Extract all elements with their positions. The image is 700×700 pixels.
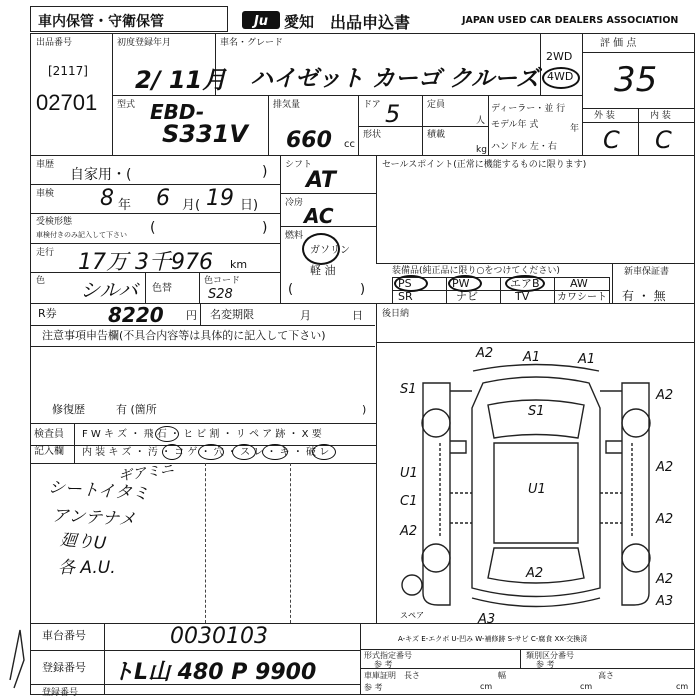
model-year-label: モデル年 式 [491, 120, 539, 130]
capacity-label: 定員 [427, 100, 446, 110]
mark-right-slider: A2 [656, 512, 674, 527]
mark-right-fender: A2 [656, 388, 674, 403]
reception-open: ( [150, 220, 156, 236]
mark-rear-glass: A2 [526, 566, 544, 581]
evaluation-label: 評 価 点 [600, 38, 637, 49]
color-label: 色 [36, 276, 46, 286]
length-unit: cm [480, 682, 493, 691]
repair-history-label: 修復歴 [52, 403, 85, 416]
mark-right-quarter: A2 [656, 572, 674, 587]
registration-label-lower: 登録番号 [42, 688, 79, 698]
history-close: ) [262, 164, 268, 180]
name-change-month: 月 [300, 309, 311, 322]
brand-logo [242, 9, 282, 31]
name-change-day: 日 [352, 309, 363, 322]
inspection-month: 6 [156, 186, 170, 211]
repair-history-close: ) [362, 403, 367, 416]
door-label: ドア [363, 100, 381, 110]
equip-airbag: エアB [510, 277, 540, 290]
fuel-close: ) [360, 282, 366, 297]
type-value-1: EBD- [150, 100, 205, 124]
note-around: 廻りU [58, 530, 108, 554]
ju-logo-icon [242, 9, 282, 31]
right-front-wheel [622, 409, 650, 437]
equip-navi: ナビ [456, 290, 478, 303]
form-title: 出品申込書 [330, 13, 411, 32]
width-unit: cm [580, 682, 593, 691]
load-label: 積載 [427, 130, 446, 140]
equip-tv: TV [515, 290, 530, 303]
chassis-label: 車台番号 [42, 629, 86, 642]
repair-history-value: 有 (箇所 [116, 403, 157, 416]
handle-label: ハンドル 左・右 [491, 142, 557, 152]
history-value: 自家用・( [70, 167, 132, 183]
width-label: 幅 [498, 671, 506, 680]
shift-value: AT [306, 168, 336, 193]
inspector-label-1: 検査員 [34, 429, 64, 440]
recycle-unit: 円 [186, 309, 197, 322]
pw-circle [448, 275, 482, 292]
interior-label: 内 装 [650, 111, 671, 121]
hole-circle [232, 444, 256, 460]
burn-circle [198, 444, 224, 460]
inspection-day: 19 [206, 186, 234, 211]
exterior-label: 外 装 [594, 111, 615, 121]
mileage-unit: km [230, 258, 248, 271]
spare-tire-label: スペア [400, 611, 424, 620]
mark-left-rear: A2 [400, 524, 418, 539]
notes-label: 注意事項申告欄(不具合内容等は具体的に記入して下さい) [42, 329, 326, 342]
chassis-value: 0030103 [170, 624, 268, 649]
spec-type-ref: 参 考 [374, 660, 393, 669]
sales-point-label: セールスポイント(正常に機能するものに限ります) [382, 160, 587, 170]
fuel-label: 燃料 [285, 231, 304, 241]
inspector-fw-line: F W キ ズ ・ 飛 石 ・ ヒ ビ 割 ・ リ ペ ア 跡 ・ X 要 [82, 429, 322, 440]
inspection-year-unit: 年 [118, 198, 132, 213]
model-label: 車名・グレード [220, 38, 284, 48]
drive-2wd: 2WD [546, 50, 573, 63]
equip-sr: SR [398, 290, 413, 303]
height-unit: cm [676, 682, 689, 691]
association-name: JAPAN USED CAR DEALERS ASSOCIATION [462, 15, 679, 26]
inspection-day-unit: 日) [240, 198, 259, 213]
lot-sub: [2117] [48, 64, 88, 78]
color-code-label: 色コード [204, 276, 241, 286]
drive-4wd: 4WD [547, 70, 574, 83]
storage-label: 車内保管・守衛保管 [38, 14, 164, 30]
first-registration-label: 初度登録年月 [117, 38, 172, 48]
interior-grade: C [655, 126, 672, 154]
first-registration-value: 2/ 11月 [135, 66, 227, 94]
mileage-value: 17万 3千976 [78, 250, 213, 275]
inspector-interior-line: 内 装 キ ズ ・ 汚 ・ コ ゲ ・ 穴 ・ ス レ ・ キ ・ 破 レ [82, 447, 330, 458]
registration-label: 登録番号 [42, 661, 86, 674]
name-change-label: 名変期限 [210, 308, 254, 321]
category-label: 類別区分番号 [526, 651, 574, 660]
airbag-circle [505, 275, 545, 292]
displacement-label: 排気量 [273, 100, 301, 110]
length-label: 長さ [404, 671, 420, 680]
history-label: 車歴 [36, 160, 55, 170]
evaluation-score: 35 [614, 60, 658, 100]
garage-ref-label: 参 考 [364, 683, 383, 692]
equip-pw: PW [452, 277, 470, 290]
inspector-label-2: 記入欄 [34, 446, 64, 457]
color-code-value: S28 [208, 287, 233, 302]
recycle-label: R券 [38, 307, 57, 320]
shift-label: シフト [285, 160, 313, 170]
mark-right-rear: A3 [656, 594, 674, 609]
ac-label: 冷房 [285, 198, 304, 208]
mileage-label: 走行 [36, 248, 55, 258]
brand-text: 愛知 [284, 13, 315, 31]
color-value: シルバ [80, 278, 139, 302]
load-unit: kg [476, 145, 487, 155]
rear-bumper [472, 598, 600, 607]
mark-hood: S1 [528, 404, 545, 419]
equip-aw: AW [570, 277, 588, 290]
fuel-gas: ガソリン [310, 245, 350, 256]
mark-roof: U1 [528, 482, 546, 497]
reception-note: 車検付きのみ記入して下さい [36, 231, 127, 239]
type-label: 型式 [117, 100, 136, 110]
garage-cert-label: 車庫証明 [364, 671, 396, 680]
note-each: 各 A.U. [58, 558, 116, 578]
inspection-month-unit: 月( [182, 198, 201, 213]
lot-number-label: 出品番号 [36, 38, 73, 48]
reception-close: ) [262, 220, 268, 236]
ps-circle [394, 275, 428, 292]
warranty-value: 有 ・ 無 [622, 289, 666, 303]
spare-tire [402, 575, 422, 595]
mark-rear-bumper: A3 [478, 612, 496, 627]
mark-front-left: A2 [476, 346, 494, 361]
warranty-label: 新車保証書 [624, 267, 670, 277]
fuel-diesel: 軽 油 [310, 264, 336, 277]
inspection-label: 車検 [36, 189, 55, 199]
equipment-label: 装備品(純正品に限り○をつけてください) [392, 266, 560, 276]
displacement-value: 660 [286, 128, 332, 153]
left-rear-wheel [422, 544, 450, 572]
lot-number: 02701 [36, 90, 98, 115]
note-seat: シートイタミ [47, 477, 150, 505]
recycle-value: 8220 [108, 303, 164, 327]
model-value: ハイゼット カーゴ クルーズ [250, 66, 540, 92]
ki-circle [312, 444, 336, 460]
mark-left-door: U1 [400, 466, 418, 481]
registration-value: トL山 480 P 9900 [112, 660, 317, 685]
type-value-2: S331V [162, 120, 248, 148]
diagram-legend: A-キズ E-エクボ U-凹み W-補修跡 S-サビ C-腐食 XX-交換済 [398, 635, 588, 643]
color-change-label: 色替 [152, 283, 172, 294]
equip-seat: カワシート [557, 292, 607, 303]
equip-ps: PS [398, 277, 412, 290]
door-value: 5 [385, 100, 401, 128]
dealer-label: ディーラー・並 行 [491, 104, 566, 114]
mark-right-door: A2 [656, 460, 674, 475]
mark-front-center: A1 [523, 350, 541, 365]
mark-left-fender: S1 [400, 382, 417, 397]
fuel-open: ( [288, 282, 294, 297]
inspection-year: 8 [100, 186, 114, 211]
margin-scribble [6, 620, 30, 690]
ac-value: AC [304, 204, 334, 228]
note-antenna: アンテナメ [51, 505, 136, 531]
category-ref: 参 考 [536, 660, 555, 669]
spec-type-label: 形式指定番号 [364, 651, 412, 660]
reception-label: 受検形態 [36, 217, 73, 227]
displacement-unit: cc [344, 139, 355, 150]
left-front-wheel [422, 409, 450, 437]
brand-mark: Ju [253, 14, 269, 29]
height-label: 高さ [598, 671, 614, 680]
mark-front-right: A1 [578, 352, 596, 367]
afterfit-label: 後日納 [382, 309, 410, 319]
right-rear-wheel [622, 544, 650, 572]
capacity-unit: 人 [476, 116, 486, 126]
scuff-circle [262, 444, 288, 460]
model-year-unit: 年 [570, 124, 580, 134]
car-damage-diagram [378, 343, 694, 643]
shape-label: 形状 [363, 130, 382, 140]
mark-left-slider: C1 [400, 494, 418, 509]
note-gear: ギアミニ [117, 461, 175, 485]
exterior-grade: C [603, 126, 620, 154]
chip-circle [155, 426, 179, 442]
